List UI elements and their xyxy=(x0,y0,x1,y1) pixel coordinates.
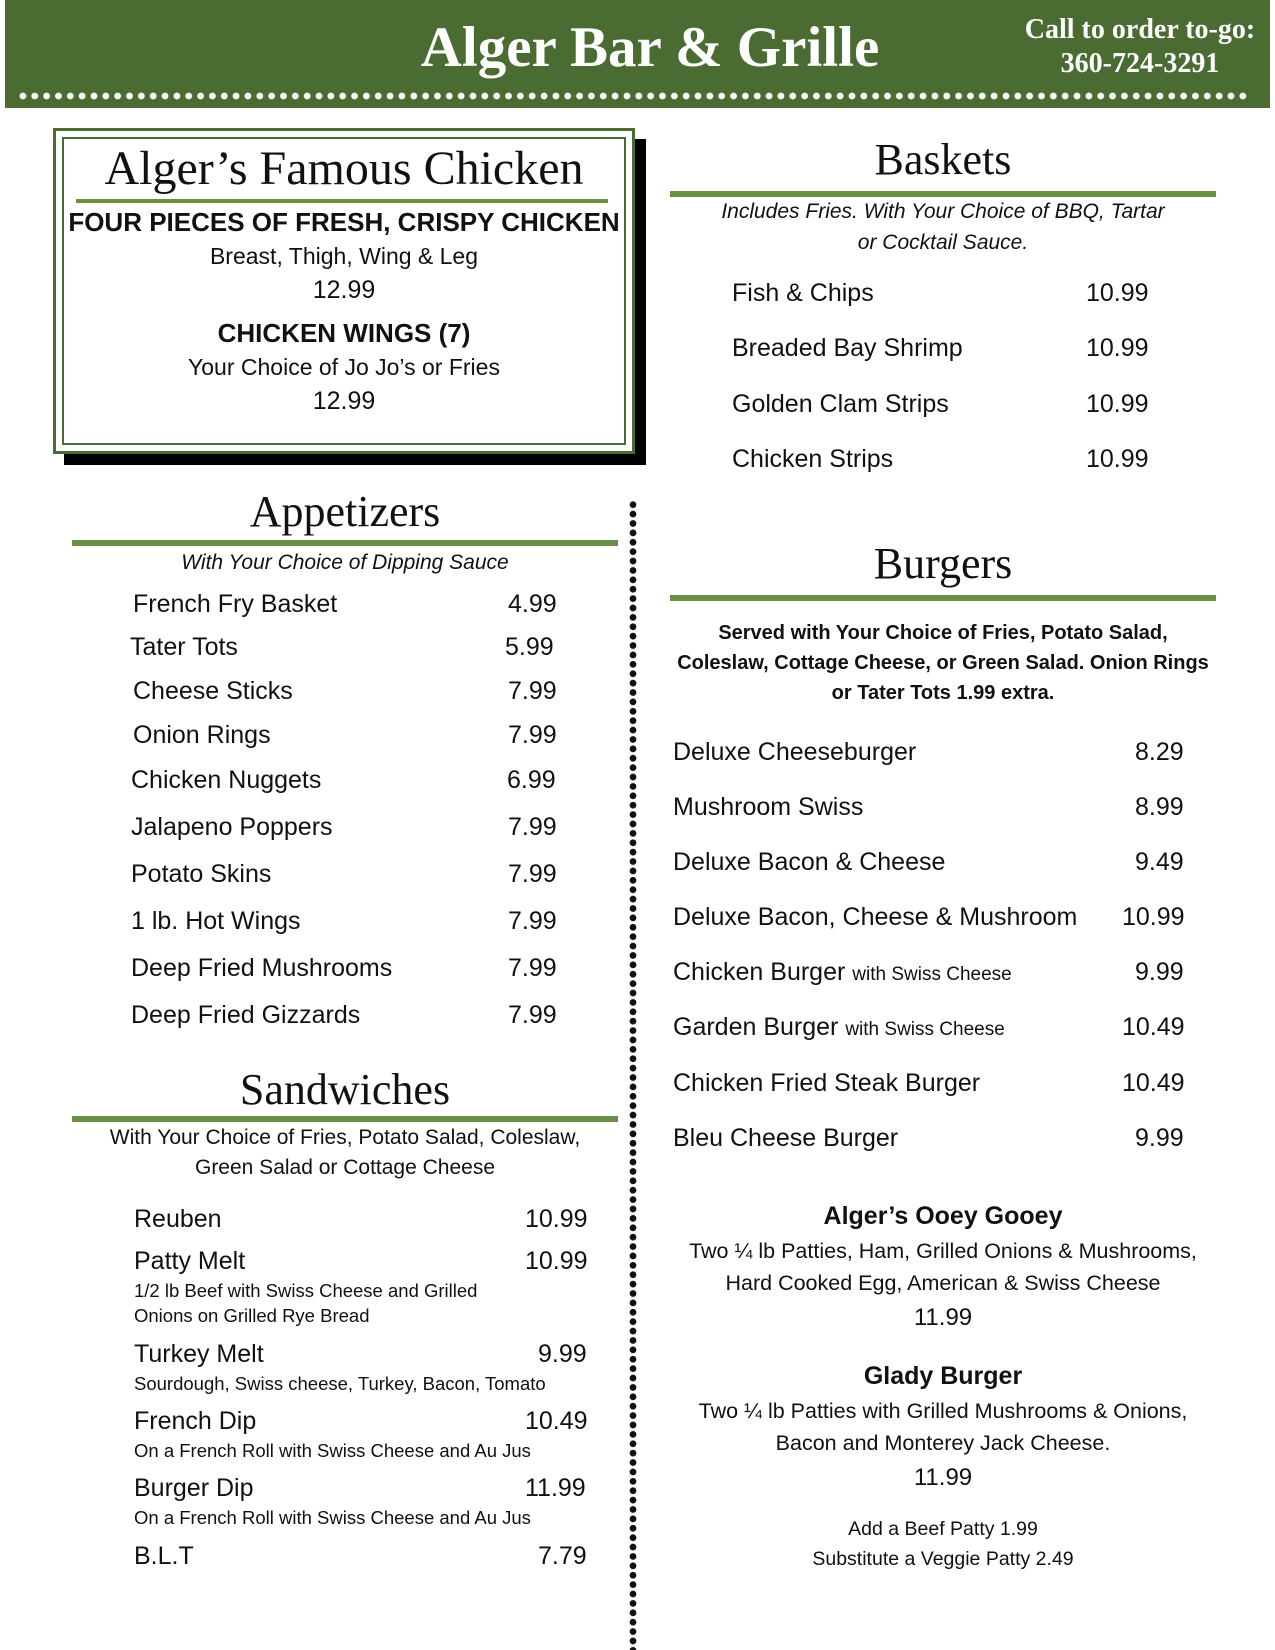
item-price: 7.99 xyxy=(508,1001,557,1029)
item-name: Cheese Sticks xyxy=(133,677,293,705)
sandwiches-title: Sandwiches xyxy=(239,1065,451,1114)
item-price: 9.99 xyxy=(538,1340,587,1368)
special-title: Alger’s Ooey Gooey xyxy=(823,1202,1063,1230)
baskets-subtitle: Includes Fries. With Your Choice of BBQ, Tartar xyxy=(721,200,1165,223)
item-price: 8.29 xyxy=(1135,738,1184,766)
item-name: Jalapeno Poppers xyxy=(131,813,333,841)
item-name: Deluxe Bacon & Cheese xyxy=(673,848,946,876)
item-name: Chicken Nuggets xyxy=(131,766,322,794)
item-price: 4.99 xyxy=(508,590,557,618)
item-price: 10.99 xyxy=(525,1247,588,1275)
featured-item-name: FOUR PIECES OF FRESH, CRISPY CHICKEN xyxy=(68,207,620,237)
call-to-order-label: Call to order to-go: xyxy=(1024,14,1256,45)
special-description: Hard Cooked Egg, American & Swiss Cheese xyxy=(725,1271,1161,1295)
restaurant-title: Alger Bar & Grille xyxy=(420,16,880,79)
item-name: Deep Fried Mushrooms xyxy=(131,954,393,982)
item-price: 7.99 xyxy=(508,907,557,935)
burgers-title: Burgers xyxy=(873,539,1013,588)
item-price: 9.99 xyxy=(1135,1124,1184,1152)
item-name: French Dip xyxy=(134,1407,257,1435)
item-name: Potato Skins xyxy=(131,860,272,888)
item-price: 10.99 xyxy=(525,1205,588,1233)
item-price: 10.99 xyxy=(1086,390,1149,418)
featured-title: Alger’s Famous Chicken xyxy=(104,142,584,195)
item-price: 7.99 xyxy=(508,813,557,841)
featured-chicken-box xyxy=(53,128,635,454)
item-description: Sourdough, Swiss cheese, Turkey, Bacon, Tomato xyxy=(134,1373,546,1394)
item-price: 10.99 xyxy=(1122,903,1185,931)
special-title: Glady Burger xyxy=(863,1362,1023,1390)
column-divider xyxy=(628,500,638,1650)
item-name: Breaded Bay Shrimp xyxy=(732,334,963,362)
featured-item-desc: Your Choice of Jo Jo’s or Fries xyxy=(188,354,500,380)
extras-note: Substitute a Veggie Patty 2.49 xyxy=(812,1548,1074,1570)
appetizers-title: Appetizers xyxy=(249,487,441,536)
item-name: Tater Tots xyxy=(130,633,238,661)
burgers-rule xyxy=(670,595,1216,601)
baskets-title: Baskets xyxy=(874,135,1012,184)
item-price: 7.79 xyxy=(538,1542,587,1570)
item-price: 5.99 xyxy=(505,633,554,661)
item-name: Deep Fried Gizzards xyxy=(131,1001,361,1029)
sandwiches-rule xyxy=(72,1116,618,1122)
featured-item-price: 12.99 xyxy=(312,387,376,415)
item-price: 10.99 xyxy=(1086,334,1149,362)
baskets-subtitle: or Cocktail Sauce. xyxy=(857,231,1029,254)
item-name: Onion Rings xyxy=(133,721,271,749)
item-price: 7.99 xyxy=(508,677,557,705)
item-price: 7.99 xyxy=(508,954,557,982)
featured-item-price: 12.99 xyxy=(312,276,376,304)
header-banner xyxy=(5,0,1270,108)
item-name: Turkey Melt xyxy=(134,1340,264,1368)
item-price: 9.99 xyxy=(1135,958,1184,986)
special-description: Two ¼ lb Patties, Ham, Grilled Onions & Mushrooms, xyxy=(689,1239,1197,1263)
item-description: On a French Roll with Swiss Cheese and Au Jus xyxy=(134,1440,531,1461)
item-price: 10.49 xyxy=(1122,1013,1185,1041)
item-price: 10.99 xyxy=(1086,279,1149,307)
item-price: 7.99 xyxy=(508,860,557,888)
item-name: Chicken Fried Steak Burger xyxy=(673,1069,981,1097)
item-note: with Swiss Cheese xyxy=(845,1019,1005,1040)
featured-rule xyxy=(76,199,608,203)
item-name: Deluxe Cheeseburger xyxy=(673,738,917,766)
burgers-subtitle: or Tater Tots 1.99 extra. xyxy=(831,682,1055,704)
item-price: 9.49 xyxy=(1135,848,1184,876)
featured-item-desc: Breast, Thigh, Wing & Leg xyxy=(209,243,479,269)
item-price: 11.99 xyxy=(525,1474,586,1502)
item-name: Burger Dip xyxy=(134,1474,254,1502)
item-name: Mushroom Swiss xyxy=(673,793,864,821)
featured-item-name: CHICKEN WINGS (7) xyxy=(217,318,471,348)
item-price: 10.49 xyxy=(525,1407,588,1435)
item-name: Bleu Cheese Burger xyxy=(673,1124,899,1152)
item-description: Onions on Grilled Rye Bread xyxy=(134,1305,370,1326)
phone-number[interactable]: 360-724-3291 xyxy=(1060,48,1220,79)
item-description: On a French Roll with Swiss Cheese and Au Jus xyxy=(134,1507,531,1528)
appetizers-subtitle: With Your Choice of Dipping Sauce xyxy=(181,551,509,574)
item-name: Garden Burger xyxy=(673,1013,839,1041)
item-name: French Fry Basket xyxy=(133,590,338,618)
item-name: Fish & Chips xyxy=(732,279,874,307)
item-price: 8.99 xyxy=(1135,793,1184,821)
burgers-subtitle: Served with Your Choice of Fries, Potato Salad, xyxy=(718,622,1168,644)
header-dotted-border xyxy=(17,91,1247,101)
item-price: 10.99 xyxy=(1086,445,1149,473)
item-name: Chicken Strips xyxy=(732,445,894,473)
item-price: 6.99 xyxy=(507,766,556,794)
item-name: Reuben xyxy=(134,1205,222,1233)
special-price: 11.99 xyxy=(913,1304,973,1331)
sandwiches-subtitle: With Your Choice of Fries, Potato Salad, Coleslaw, xyxy=(109,1126,581,1149)
item-price: 7.99 xyxy=(508,721,557,749)
special-description: Two ¼ lb Patties with Grilled Mushrooms & Onions, xyxy=(698,1399,1188,1423)
item-name: Deluxe Bacon, Cheese & Mushroom xyxy=(673,903,1078,931)
sandwiches-subtitle: Green Salad or Cottage Cheese xyxy=(194,1156,496,1179)
special-description: Bacon and Monterey Jack Cheese. xyxy=(775,1431,1111,1455)
burgers-subtitle: Coleslaw, Cottage Cheese, or Green Salad. Onion Rings xyxy=(677,652,1209,674)
special-price: 11.99 xyxy=(913,1464,973,1491)
item-name: Chicken Burger xyxy=(673,958,846,986)
item-name: Patty Melt xyxy=(134,1247,246,1275)
appetizers-rule xyxy=(72,540,618,546)
item-description: 1/2 lb Beef with Swiss Cheese and Grilled xyxy=(134,1280,478,1301)
item-name: B.L.T xyxy=(134,1542,194,1570)
item-name: 1 lb. Hot Wings xyxy=(131,907,301,935)
extras-note: Add a Beef Patty 1.99 xyxy=(848,1518,1038,1540)
item-price: 10.49 xyxy=(1122,1069,1185,1097)
item-note: with Swiss Cheese xyxy=(852,964,1012,985)
item-name: Golden Clam Strips xyxy=(732,390,949,418)
